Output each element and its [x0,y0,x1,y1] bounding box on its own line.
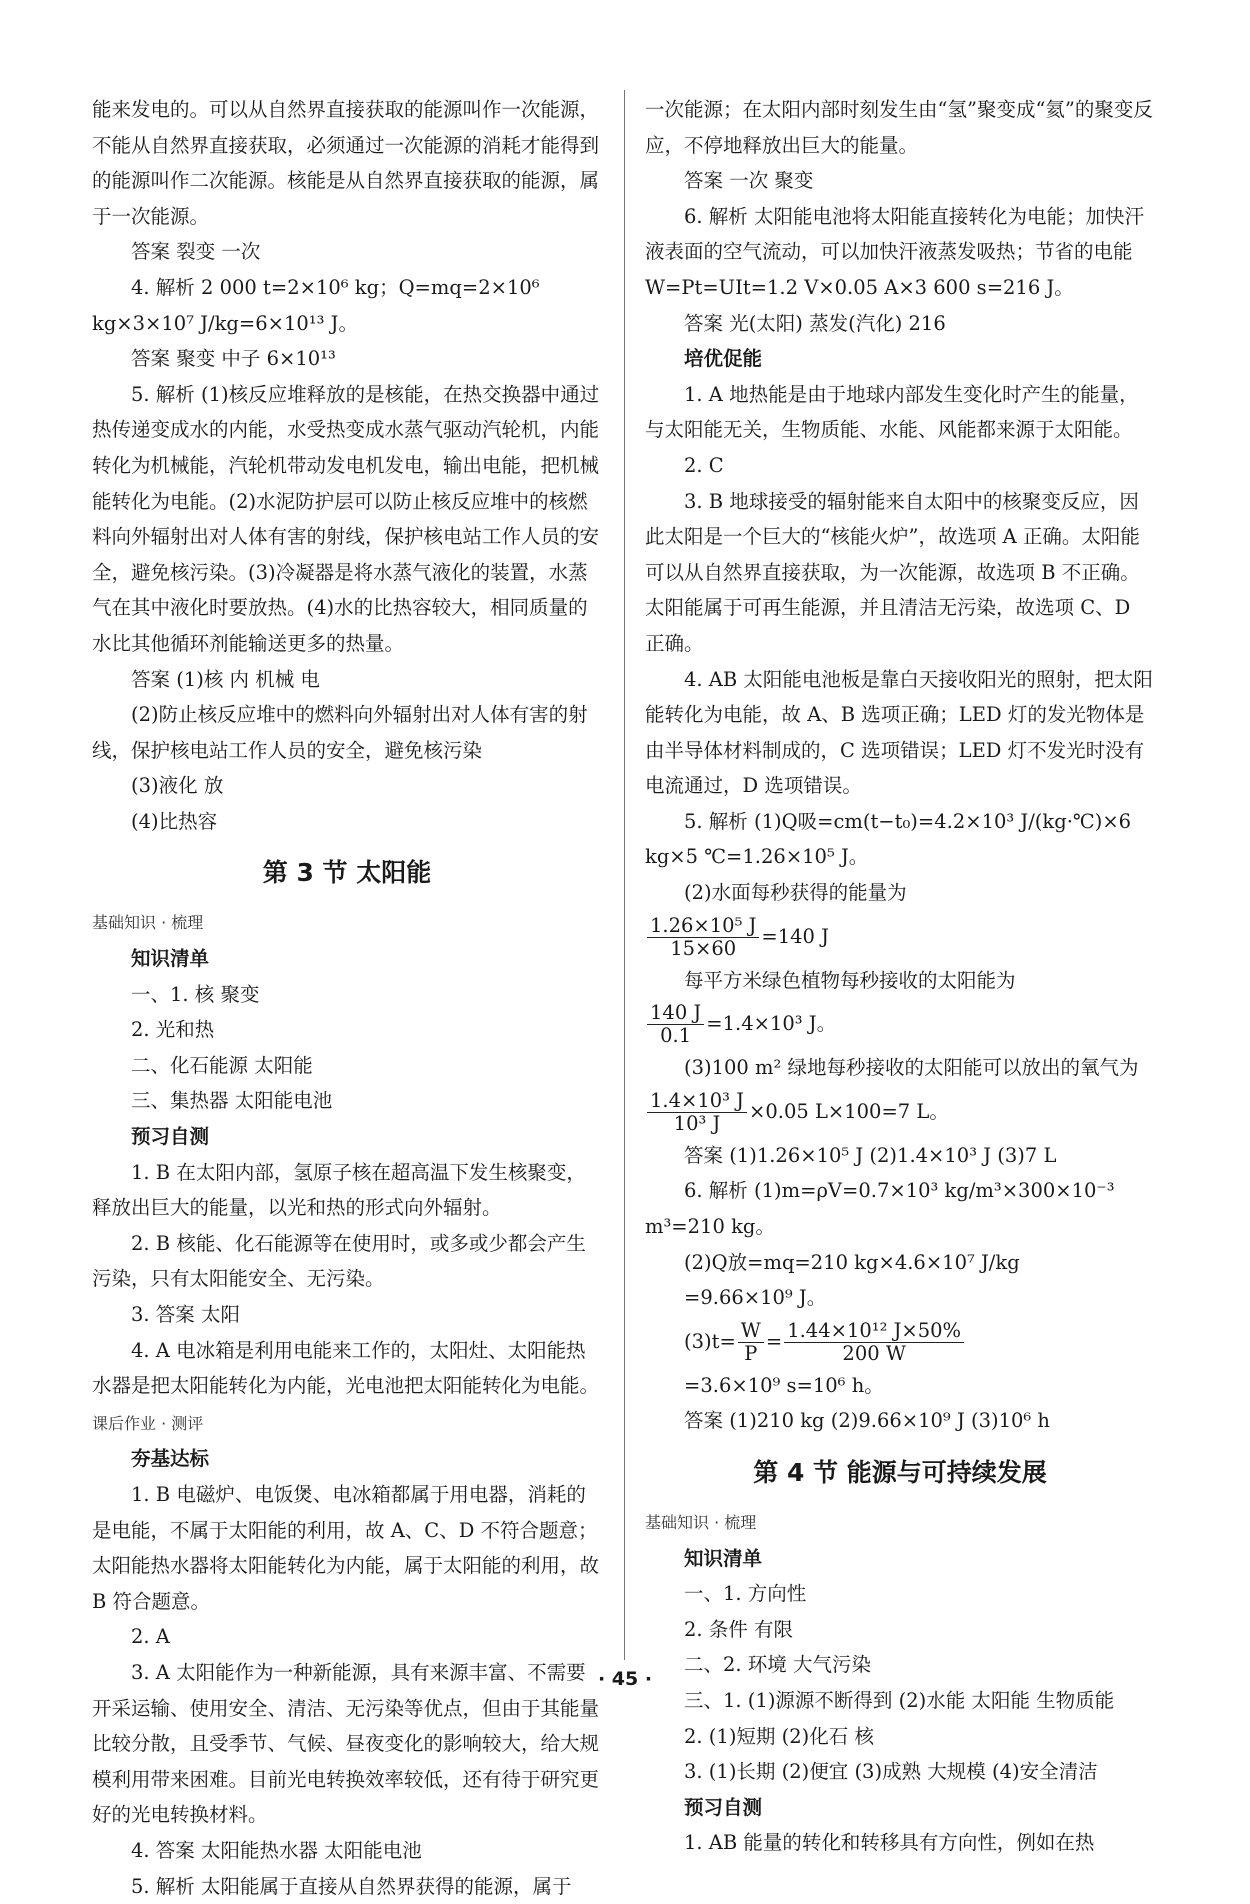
equation: $\frac{\text{1.4×10³ J}}{\text{10³ J}}$ ×0.05 L×100=7 L。 [645,1086,1155,1138]
answer-line: (2)防止核反应堆中的燃料向外辐射出对人体有害的射线，保护核电站工作人员的安全，避免核污染 [92,697,602,768]
answer: 答案 (1)210 kg (2)9.66×10⁹ J (3)10⁶ h [645,1403,1155,1439]
subheading: 预习自测 [645,1790,1155,1826]
answer: 答案 (1)1.26×10⁵ J (2)1.4×10³ J (3)7 L [645,1138,1155,1174]
list-item: 2. (1)短期 (2)化石 核 [645,1719,1155,1755]
list-item: 一、1. 核 聚变 [92,977,602,1013]
solution-line: (2)水面每秒获得的能量为 [645,875,1155,911]
solution: 6. 解析 (1)m=ρV=0.7×10³ kg/m³×300×10⁻³ m³=210 kg。 [645,1173,1155,1244]
section-label: 基础知识 · 梳理 [92,905,602,941]
paragraph: 一次能源；在太阳内部时刻发生由“氢”聚变成“氦”的聚变反应，不停地释放出巨大的能量。 [645,92,1155,163]
subheading: 知识清单 [92,941,602,977]
subheading: 培优促能 [645,341,1155,377]
solution-line: (2)Q放=mq=210 kg×4.6×10⁷ J/kg [645,1245,1155,1281]
solution-line: 每平方米绿色植物每秒接收的太阳能为 [645,963,1155,999]
fraction: $\frac{\text{1.4×10³ J}}{\text{10³ J}}$ [647,1090,747,1135]
question-answer: 3. A 太阳能作为一种新能源，具有来源丰富、不需要开采运输、使用安全、清洁、无污染等优点，但由于其能量比较分散，且受季节、气候、昼夜变化的影响较大，给大规模利用带来困难。目前光电转换效率较低，还有待于研究更好的光电转换材料。 [92,1655,602,1833]
question-answer: 4. AB 太阳能电池板是靠白天接收阳光的照射，把太阳能转化为电能，故 A、B 选项正确；LED 灯的发光物体是由半导体材料制成的，C 选项错误；LED 灯不发光时没有电流通过，D 选项错误。 [645,662,1155,804]
question-answer: 2. A [92,1619,602,1655]
section-heading: 第 4 节 能源与可持续发展 [645,1443,1155,1503]
list-item: 2. 光和热 [92,1012,602,1048]
list-item: 二、化石能源 太阳能 [92,1048,602,1084]
question-answer: 5. 解析 太阳能属于直接从自然界获得的能源，属于 [92,1869,602,1904]
list-item: 三、1. (1)源源不断得到 (2)水能 太阳能 生物质能 [645,1683,1155,1719]
page-number: · 45 · [0,1668,1250,1690]
answer-line: (4)比热容 [92,804,602,840]
section-label: 基础知识 · 梳理 [645,1505,1155,1541]
question-answer: 1. B 电磁炉、电饭煲、电冰箱都属于用电器，消耗的是电能，不属于太阳能的利用，故 A、C、D 不符合题意；太阳能热水器将太阳能转化为内能，属于太阳能的利用，故 B 符合题意。 [92,1477,602,1619]
section-label: 课后作业 · 测评 [92,1406,602,1442]
question-answer: 1. AB 能量的转化和转移具有方向性，例如在热 [645,1825,1155,1861]
list-item: 3. (1)长期 (2)便宜 (3)成熟 大规模 (4)安全清洁 [645,1754,1155,1790]
answer: 答案 一次 聚变 [645,163,1155,199]
answer-line: (3)液化 放 [92,768,602,804]
list-item: 二、2. 环境 大气污染 [645,1647,1155,1683]
column-divider [624,90,625,1660]
solution-line: (3)100 m² 绿地每秒接收的太阳能可以放出的氧气为 [645,1050,1155,1086]
equation: $\frac{140 J}{0.1}$ =1.4×10³ J。 [645,998,1155,1050]
section-heading: 第 3 节 太阳能 [92,843,602,903]
answer: 答案 聚变 中子 6×10¹³ [92,341,602,377]
right-column [645,92,1155,1861]
solution-line: =9.66×10⁹ J。 [645,1280,1155,1316]
subheading: 知识清单 [645,1541,1155,1577]
question-answer: 2. C [645,448,1155,484]
solution: 5. 解析 (1)核反应堆释放的是核能，在热交换器中通过热传递变成水的内能，水受热变成水蒸气驱动汽轮机，内能转化为机械能，汽轮机带动发电机发电，输出电能，把机械能转化为电能。(2)水泥防护层可以防止核反应堆中的核燃料向外辐射出对人体有害的射线，保护核电站工作人员的安全，避免核污染。(3)冷凝器是将水蒸气液化的装置，水蒸气在其中液化时要放热。(4)水的比热容较大，相同质量的水比其他循环剂能输送更多的热量。 [92,377,602,662]
question-answer: 3. 答案 太阳 [92,1297,602,1333]
equation: $\frac{\text{1.26×10⁵ J}}{15\times 60}$ =140 J [645,911,1155,963]
paragraph: 能来发电的。可以从自然界直接获取的能源叫作一次能源，不能从自然界直接获取，必须通过一次能源的消耗才能得到的能源叫作二次能源。核能是从自然界直接获取的能源，属于一次能源。 [92,92,602,234]
answer: 答案 光(太阳) 蒸发(汽化) 216 [645,306,1155,342]
list-item: 一、1. 方向性 [645,1576,1155,1612]
question-answer: 2. B 核能、化石能源等在使用时，或多或少都会产生污染，只有太阳能安全、无污染。 [92,1226,602,1297]
list-item: 三、集热器 太阳能电池 [92,1083,602,1119]
solution: 6. 解析 太阳能电池将太阳能直接转化为电能；加快汗液表面的空气流动，可以加快汗液蒸发吸热；节省的电能 W=Pt=UIt=1.2 V×0.05 A×3 600 s=216 J。 [645,199,1155,306]
solution: 5. 解析 (1)Q吸=cm(t−t₀)=4.2×10³ J/(kg·℃)×6 kg×5 ℃=1.26×10⁵ J。 [645,804,1155,875]
fraction: $\frac{\text{1.26×10⁵ J}}{15\times 60}$ [647,915,759,960]
question-answer: 3. B 地球接受的辐射能来自太阳中的核聚变反应，因此太阳是一个巨大的“核能火炉”，故选项 A 正确。太阳能可以从自然界直接获取，为一次能源，故选项 B 不正确。太阳能属于可再生能源，并且清洁无污染，故选项 C、D 正确。 [645,484,1155,662]
answer: 答案 (1)核 内 机械 电 [92,662,602,698]
solution-line: =3.6×10⁹ s=10⁶ h。 [645,1368,1155,1404]
fraction: $\frac{W}{P}$ [738,1320,764,1365]
question-answer: 4. A 电冰箱是利用电能来工作的，太阳灶、太阳能热水器是把太阳能转化为内能，光电池把太阳能转化为电能。 [92,1333,602,1404]
left-column [92,92,602,1904]
solution: 4. 解析 2 000 t=2×10⁶ kg；Q=mq=2×10⁶ kg×3×10⁷ J/kg=6×10¹³ J。 [92,270,602,341]
list-item: 2. 条件 有限 [645,1612,1155,1648]
question-answer: 1. B 在太阳内部，氢原子核在超高温下发生核聚变，释放出巨大的能量，以光和热的形式向外辐射。 [92,1155,602,1226]
question-answer: 1. A 地热能是由于地球内部发生变化时产生的能量，与太阳能无关，生物质能、水能、风能都来源于太阳能。 [645,377,1155,448]
subheading: 预习自测 [92,1119,602,1155]
answer: 答案 裂变 一次 [92,234,602,270]
subheading: 夯基达标 [92,1441,602,1477]
question-answer: 4. 答案 太阳能热水器 太阳能电池 [92,1833,602,1869]
fraction: $\frac{140 J}{0.1}$ [647,1002,704,1047]
fraction: $\frac{\text{1.44×10¹² J×50\%}}{200 W}$ [784,1320,964,1365]
equation: (3)t= $\frac{W}{P}$ = $\frac{\text{1.44×10¹² J×50\%}}{200 W}$ [645,1316,1155,1368]
